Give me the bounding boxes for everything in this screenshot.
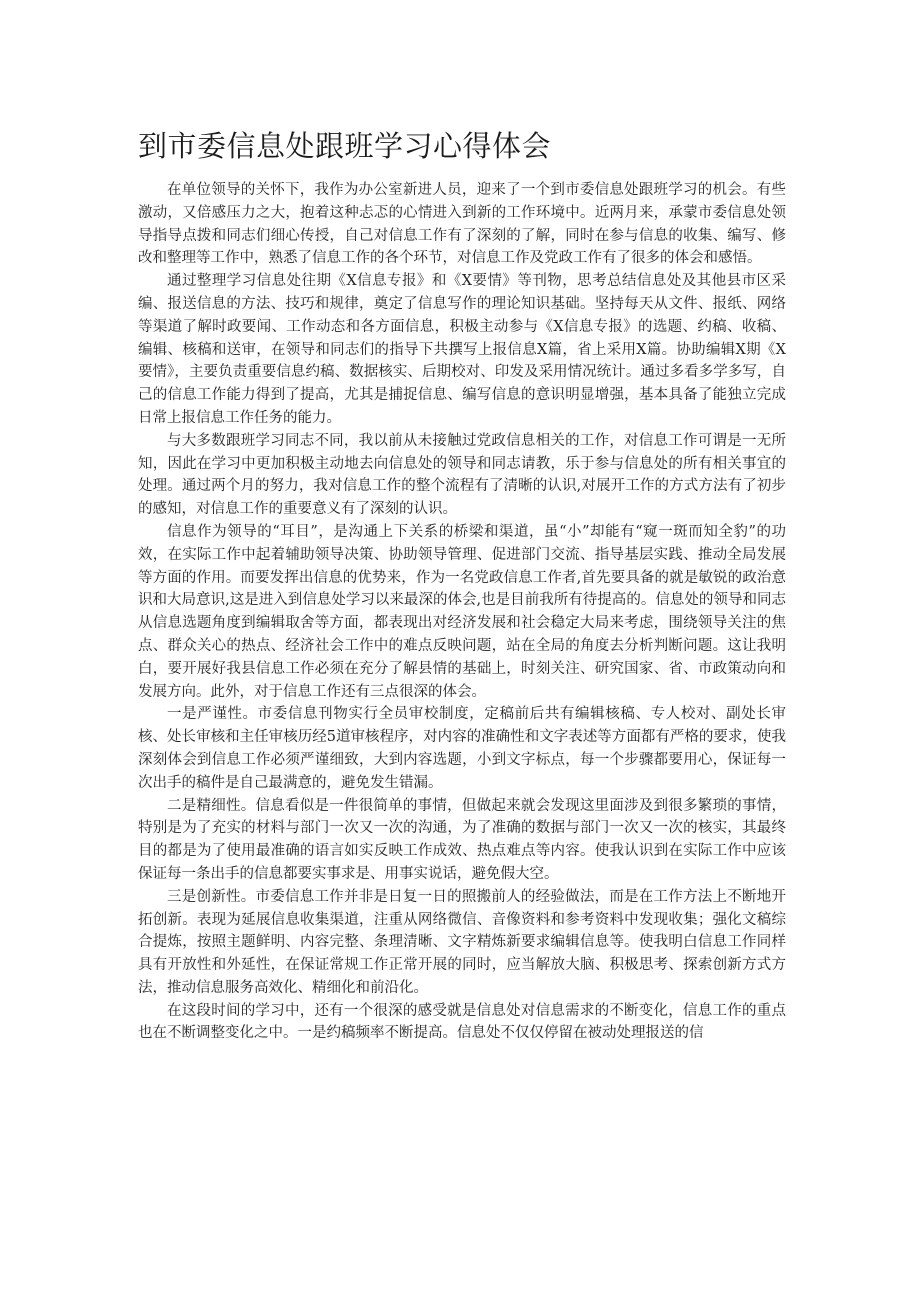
paragraph: 在这段时间的学习中，还有一个很深的感受就是信息处对信息需求的不断变化，信息工作的重点也在不断调整变化之中。一是约稿频率不断提高。信息处不仅仅停留在被动处理报送的信 (138, 1002, 786, 1042)
paragraph: 信息作为领导的“耳目”，是沟通上下关系的桥梁和渠道，虽“小”却能有“窥一斑而知全豹”的功效，在实际工作中起着辅助领导决策、协助领导管理、促进部门交流、指导基层实践、推动全局发展等方面的作用。而要发挥出信息的优势来，作为一名党政信息工作者,首先要具备的就是敏锐的政治意识和大局意识,这是进入到信息处学习以来最深的体会,也是目前我所有待提高的。信息处的领导和同志从信息选题角度到编辑取舍等方面，都表现出对经济发展和社会稳定大局来考虑，围绕领导关注的焦点、群众关心的热点、经济社会工作中的难点反映问题，站在全局的角度去分析判断问题。这让我明白，要开展好我县信息工作必须在充分了解县情的基础上，时刻关注、研究国家、省、市政策动向和发展方向。此外，对于信息工作还有三点很深的体会。 (138, 523, 786, 700)
paragraph: 与大多数跟班学习同志不同，我以前从未接触过党政信息相关的工作，对信息工作可谓是一无所知，因此在学习中更加积极主动地去向信息处的领导和同志请教，乐于参与信息处的所有相关事宜的处理。通过两个月的努力，我对信息工作的整个流程有了清晰的认识,对展开工作的方式方法有了初步的感知，对信息工作的重要意义有了深刻的认识。 (138, 432, 786, 518)
document-title: 到市委信息处跟班学习心得体会 (138, 129, 552, 163)
paragraph: 通过整理学习信息处往期《X信息专报》和《X要情》等刊物，思考总结信息处及其他县市区采编、报送信息的方法、技巧和规律，奠定了信息写作的理论知识基础。坚持每天从文件、报纸、网络等渠道了解时政要闻、工作动态和各方面信息，积极主动参与《X信息专报》的选题、约稿、收稿、编辑、核稿和送审，在领导和同志们的指导下共撰写上报信息X篇，省上采用X篇。协助编辑X期《X要情》，主要负责重要信息约稿、数据核实、后期校对、印发及采用情况统计。通过多看多学多写，自己的信息工作能力得到了提高，尤其是捕捉信息、编写信息的意识明显增强，基本具备了能独立完成日常上报信息工作任务的能力。 (138, 273, 786, 426)
paragraph: 二是精细性。信息看似是一件很简单的事情，但做起来就会发现这里面涉及到很多繁琐的事情，特别是为了充实的材料与部门一次又一次的沟通，为了准确的数据与部门一次又一次的核实，其最终目的都是为了使用最准确的语言如实反映工作成效、热点难点等内容。使我认识到在实际工作中应该保证每一条出手的信息都要实事求是、用事实说话，避免假大空。 (138, 797, 786, 882)
paragraph: 三是创新性。市委信息工作并非是日复一日的照搬前人的经验做法，而是在工作方法上不断地开拓创新。表现为延展信息收集渠道，注重从网络微信、音像资料和参考资料中发现收集；强化文稿综合提炼，按照主题鲜明、内容完整、条理清晰、文字精炼新要求编辑信息等。使我明白信息工作同样具有开放性和外延性，在保证常规工作正常开展的同时，应当解放大脑、积极思考、探索创新方式方法，推动信息服务高效化、精细化和前沿化。 (138, 888, 786, 996)
paragraph: 一是严谨性。市委信息刊物实行全员审校制度，定稿前后共有编辑核稿、专人校对、副处长审核、处长审核和主任审核历经5道审核程序，对内容的准确性和文字表述等方面都有严格的要求，使我深刻体会到信息工作必须严谨细致，大到内容选题，小到文字标点，每一个步骤都要用心，保证每一次出手的稿件是自己最满意的，避免发生错漏。 (138, 706, 786, 791)
paragraph: 在单位领导的关怀下，我作为办公室新进人员，迎来了一个到市委信息处跟班学习的机会。有些激动，又倍感压力之大，抱着这种忐忑的心情进入到新的工作环境中。近两月来，承蒙市委信息处领导指导点拨和同志们细心传授，自己对信息工作有了深刻的了解，同时在参与信息的收集、编写、修改和整理等工作中，熟悉了信息工作的各个环节，对信息工作及党政工作有了很多的体会和感悟。 (138, 182, 786, 267)
document-body (138, 179, 786, 1045)
